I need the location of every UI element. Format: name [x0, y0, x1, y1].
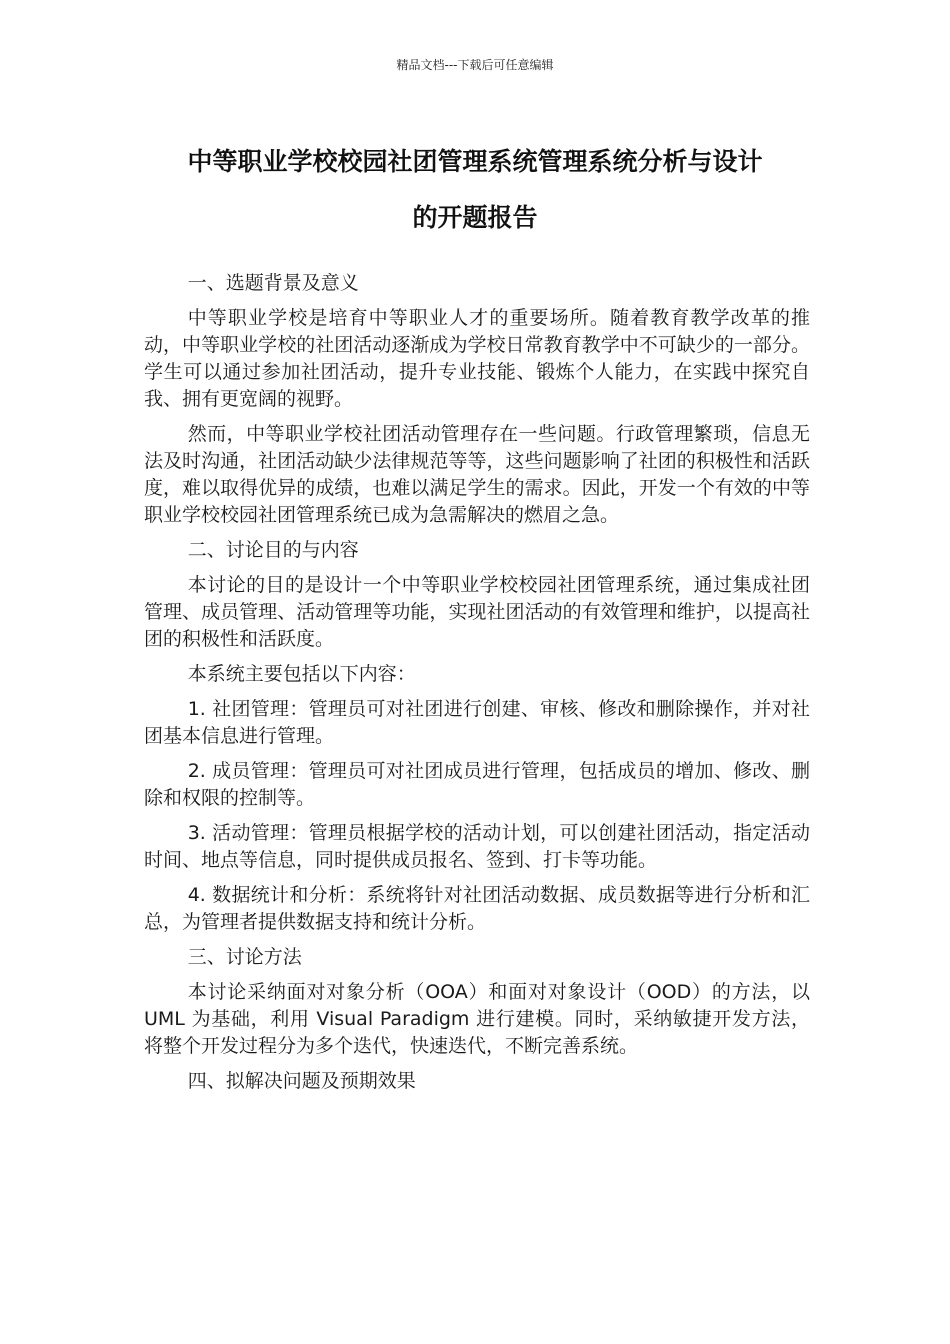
list-item: 2. 成员管理：管理员可对社团成员进行管理，包括成员的增加、修改、删除和权限的控制等。 [144, 760, 810, 809]
title-line-1: 中等职业学校校园社团管理系统管理系统分析与设计 [187, 147, 763, 176]
page-header-note: 精品文档---下载后可任意编辑 [396, 58, 554, 72]
list-item: 1. 社团管理：管理员可对社团进行创建、审核、修改和删除操作，并对社团基本信息进行管理。 [144, 698, 810, 747]
paragraph: 中等职业学校是培育中等职业人才的重要场所。随着教育教学改革的推动，中等职业学校的社团活动逐渐成为学校日常教育教学中不可缺少的一部分。学生可以通过参加社团活动，提升专业技能、锻炼个人能力，在实践中探究自我、拥有更宽阔的视野。 [144, 307, 810, 410]
section-heading-background: 一、选题背景及意义 [187, 272, 359, 294]
list-item: 3. 活动管理：管理员根据学校的活动计划，可以创建社团活动，指定活动时间、地点等信息，同时提供成员报名、签到、打卡等功能。 [144, 822, 810, 871]
paragraph: 然而，中等职业学校社团活动管理存在一些问题。行政管理繁琐，信息无法及时沟通，社团活动缺少法律规范等等，这些问题影响了社团的积极性和活跃度，难以取得优异的成绩，也难以满足学生的需求。因此，开发一个有效的中等职业学校校园社团管理系统已成为急需解决的燃眉之急。 [144, 423, 810, 526]
paragraph: 本讨论的目的是设计一个中等职业学校校园社团管理系统，通过集成社团管理、成员管理、活动管理等功能，实现社团活动的有效管理和维护，以提高社团的积极性和活跃度。 [144, 574, 810, 650]
section-heading-method: 三、讨论方法 [187, 946, 302, 968]
paragraph: 本讨论采纳面对对象分析（OOA）和面对对象设计（OOD）的方法，以 UML 为基础，利用 Visual Paradigm 进行建模。同时，采纳敏捷开发方法，将整个开发过程分为多个迭代，快速迭代，不断完善系统。 [144, 981, 810, 1057]
title-line-2: 的开题报告 [412, 203, 538, 232]
paragraph: 本系统主要包括以下内容： [187, 663, 416, 685]
document-body [144, 270, 810, 1103]
section-heading-expected-results: 四、拟解决问题及预期效果 [187, 1070, 416, 1092]
section-heading-purpose: 二、讨论目的与内容 [187, 539, 359, 561]
list-item: 4. 数据统计和分析：系统将针对社团活动数据、成员数据等进行分析和汇总，为管理者提供数据支持和统计分析。 [144, 884, 810, 933]
document-title [130, 134, 820, 246]
